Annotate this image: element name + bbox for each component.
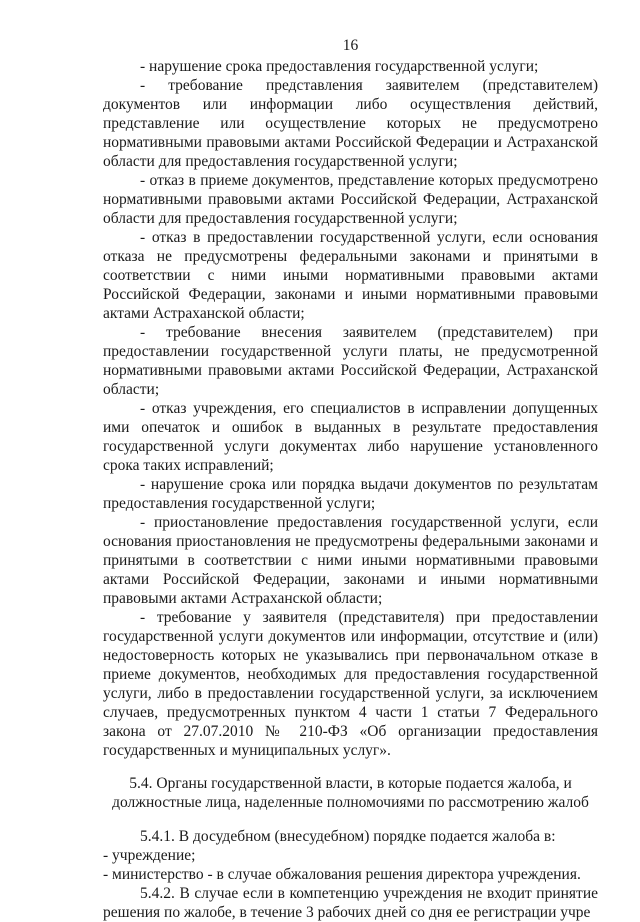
list-item: - отказ учреждения, его специалистов в исправлении допущенных ими опечаток и ошибок в выданных в результате предоставления государственной услуги документах либо нарушение установленного срока таких исправлений; — [103, 400, 598, 474]
list-item: - учреждение; — [103, 847, 196, 864]
document-body — [103, 57, 598, 922]
list-item: - приостановление предоставления государственной услуги, если основания приостановления не предусмотрены федеральными законами и принятыми в соответствии с ними иными нормативными правовыми актами Российской Федерации, законами и иными нормативными правовыми актами Астраханской области; — [103, 514, 598, 607]
page-number: 16 — [342, 37, 359, 54]
list-item: - министерство - в случае обжалования решения директора учреждения. — [103, 866, 581, 883]
section-heading: 5.4. Органы государственной власти, в которые подается жалоба, и должностные лица, наделенные полномочиями по рассмотрению жалоб — [112, 775, 589, 811]
list-item: - отказ в приеме документов, представление которых предусмотрено нормативными правовыми актами Российской Федерации, Астраханской области для предоставления государственной услуги; — [103, 172, 598, 227]
list-item: - нарушение срока или порядка выдачи документов по результатам предоставления государственной услуги; — [103, 476, 598, 512]
list-item: - требование внесения заявителем (представителем) при предоставлении государственной услуги платы, не предусмотренной нормативными правовыми актами Российской Федерации, Астраханской области; — [103, 324, 598, 398]
list-item: - требование представления заявителем (представителем) документов или информации либо осуществления действий, представление или осуществление которых не предусмотрено нормативными правовыми актами Российской Федерации и Астраханской области для предоставления государственной услуги; — [103, 77, 598, 170]
list-item: - отказ в предоставлении государственной услуги, если основания отказа не предусмотрены федеральными законами и принятыми в соответствии с ними иными нормативными правовыми актами Российской Федерации, законами и иными нормативными правовыми актами Астраханской области; — [103, 229, 598, 322]
section-paragraph: 5.4.1. В досудебном (внесудебном) порядке подается жалоба в: — [140, 828, 556, 845]
section-paragraph: 5.4.2. В случае если в компетенцию учреждения не входит принятие решения по жалобе, в течение 3 рабочих дней со дня ее регистрации учре — [103, 885, 598, 921]
list-item: - нарушение срока предоставления государственной услуги; — [140, 58, 539, 75]
list-item: - требование у заявителя (представителя) при предоставлении государственной услуги документов или информации, отсутствие и (или) недостоверность которых не указывались при первоначальном отказе в приеме документов, необходимых для предоставления государственной услуги, либо в предоставлении государственной услуги, за исключением случаев, предусмотренных пунктом 4 части 1 статьи 7 Федерального закона от 27.07.2010 № 210-ФЗ «Об организации предоставления государственных и муниципальных услуг». — [103, 609, 598, 759]
